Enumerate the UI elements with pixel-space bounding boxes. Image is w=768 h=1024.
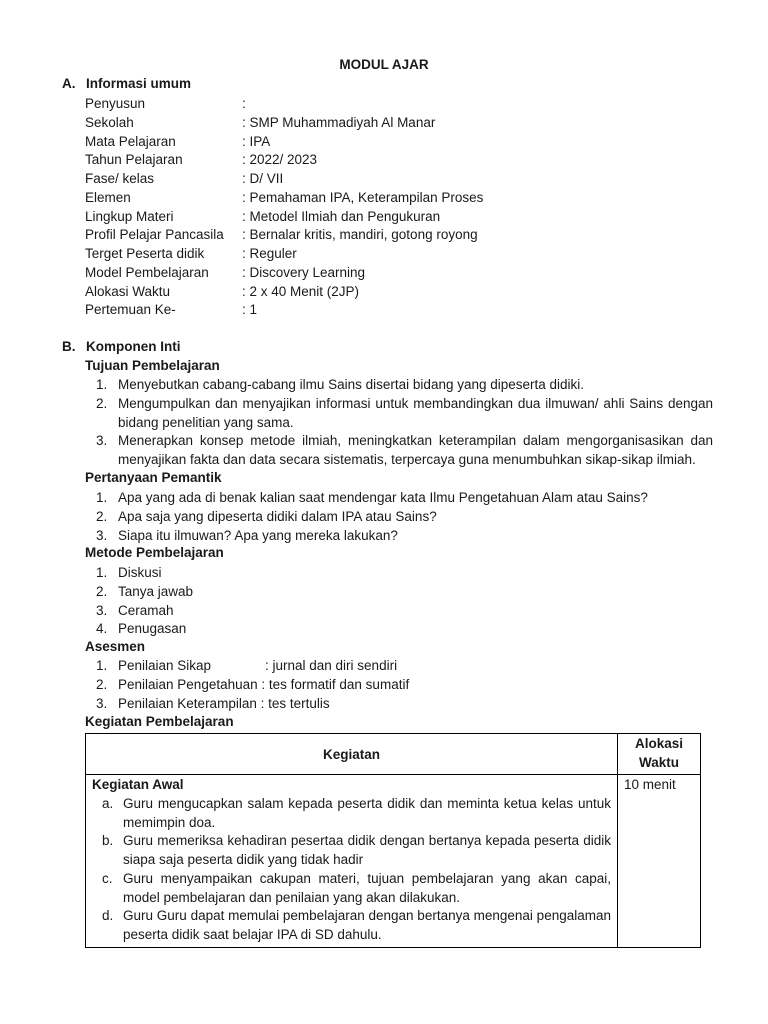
info-row-penyusun <box>85 95 483 114</box>
list-item <box>85 508 713 527</box>
list-number: 3. <box>96 602 108 618</box>
list-letter: c. <box>102 870 113 886</box>
metode-heading: Metode Pembelajaran <box>85 545 224 560</box>
list-item <box>85 657 713 676</box>
list-item <box>85 489 713 508</box>
info-label: Lingkup Materi <box>85 208 174 224</box>
list-text: Menerapkan konsep metode ilmiah, meningkatkan keterampilan dalam mengorganisasikan dan menyajikan fakta dan data secara sistematis, terpercaya guna menumbuhkan sikap-sikap ilmiah. <box>118 433 713 467</box>
list-text: Mengumpulkan dan menyajikan informasi untuk membandingkan dua ilmuwan/ ahli Sains dengan bidang penelitian yang sama. <box>118 395 713 430</box>
list-number: 2. <box>96 676 108 692</box>
list-number: 1. <box>96 565 108 580</box>
header-alokasi-waktu <box>618 734 701 775</box>
list-item <box>92 870 611 908</box>
list-number: 1. <box>96 658 108 673</box>
info-label: Fase/ kelas <box>85 171 155 186</box>
info-value: : D/ VII <box>242 171 284 186</box>
list-text: Guru menyampaikan cakupan materi, tujuan pembelajaran yang akan capai, model pembelajaran dan penilaian yang akan dilakukan. <box>123 870 611 905</box>
list-item <box>85 676 713 695</box>
info-label: Model Pembelajaran <box>85 264 209 280</box>
kegiatan-table <box>85 733 701 948</box>
list-text: Apa yang ada di benak kalian saat mendengar kata Ilmu Pengetahuan Alam atau Sains? <box>118 490 648 505</box>
list-letter: d. <box>102 908 114 924</box>
pertanyaan-heading: Pertanyaan Pemantik <box>85 470 222 485</box>
list-text: Menyebutkan cabang-cabang ilmu Sains disertai bidang yang dipeserta didiki. <box>118 377 585 392</box>
list-number: 4. <box>96 621 108 637</box>
list-item <box>92 795 611 833</box>
info-row-pertemuan <box>85 301 483 320</box>
list-item <box>85 620 713 639</box>
asesmen-label: Penilaian Keterampilan <box>118 695 257 711</box>
info-row-elemen <box>85 189 483 208</box>
list-item <box>85 564 713 583</box>
asesmen-label: Penilaian Sikap <box>118 658 212 673</box>
list-text: Diskusi <box>118 565 162 580</box>
list-text: Tanya jawab <box>118 583 194 599</box>
list-number: 2. <box>96 508 108 524</box>
section-a-title: Informasi umum <box>86 76 192 91</box>
asesmen-value: : jurnal dan diri sendiri <box>265 658 398 673</box>
list-item <box>85 527 713 546</box>
list-text: Penugasan <box>118 621 187 637</box>
info-label: Tahun Pelajaran <box>85 152 183 168</box>
info-label: Elemen <box>85 189 131 205</box>
list-number: 3. <box>96 695 108 711</box>
info-row-terget-peserta <box>85 245 483 264</box>
tujuan-heading: Tujuan Pembelajaran <box>85 358 220 373</box>
pertanyaan-list <box>85 489 713 545</box>
info-label: Penyusun <box>85 96 146 111</box>
info-row-sekolah <box>85 114 483 133</box>
info-label: Pertemuan Ke- <box>85 302 176 318</box>
section-b-letter: B. <box>62 339 76 354</box>
metode-list <box>85 564 713 639</box>
info-value: : 1 <box>242 302 258 318</box>
info-row-tahun-pelajaran <box>85 151 483 170</box>
list-text: Siapa itu ilmuwan? Apa yang mereka lakukan? <box>118 527 398 543</box>
section-b-heading <box>62 339 181 354</box>
list-item <box>85 583 713 602</box>
info-label: Sekolah <box>85 114 134 130</box>
info-label: Alokasi Waktu <box>85 283 171 299</box>
info-row-fase-kelas <box>85 170 483 189</box>
header-kegiatan: Kegiatan <box>86 734 618 775</box>
info-row-model-pembelajaran <box>85 264 483 283</box>
info-row-mata-pelajaran <box>85 133 483 152</box>
list-text: Ceramah <box>118 602 174 618</box>
info-value: : Metodel Ilmiah dan Pengukuran <box>242 208 441 224</box>
info-value: : Discovery Learning <box>242 264 366 280</box>
info-row-profil-pelajar <box>85 226 483 245</box>
list-item <box>85 395 713 433</box>
asesmen-label: Penilaian Pengetahuan <box>118 676 258 692</box>
kegiatan-heading: Kegiatan Pembelajaran <box>85 714 234 729</box>
info-value: : SMP Muhammadiyah Al Manar <box>242 114 436 130</box>
section-a-heading <box>62 76 191 91</box>
list-text: Guru mengucapkan salam kepada peserta didik dan meminta ketua kelas untuk memimpin doa. <box>123 795 611 830</box>
asesmen-value: : tes formatif dan sumatif <box>261 676 410 692</box>
info-label: Mata Pelajaran <box>85 133 176 149</box>
info-row-lingkup-materi <box>85 208 483 227</box>
list-letter: a. <box>102 795 114 811</box>
section-b-title: Komponen Inti <box>86 339 181 354</box>
info-value: : 2022/ 2023 <box>242 152 318 168</box>
list-item <box>85 602 713 621</box>
info-label: Terget Peserta didik <box>85 246 205 261</box>
info-value: : 2 x 40 Menit (2JP) <box>242 283 360 299</box>
list-number: 1. <box>96 490 108 505</box>
list-item <box>85 376 713 395</box>
list-number: 1. <box>96 377 108 392</box>
list-item <box>85 432 713 470</box>
info-table <box>85 95 483 320</box>
list-letter: b. <box>102 833 114 849</box>
asesmen-list <box>85 657 713 713</box>
list-text: Apa saja yang dipeserta didiki dalam IPA atau Sains? <box>118 508 437 524</box>
list-number: 3. <box>96 433 108 449</box>
document-title: MODUL AJAR <box>339 57 429 72</box>
info-value: : <box>242 96 246 111</box>
asesmen-value: : tes tertulis <box>260 695 330 711</box>
tujuan-list <box>85 376 713 470</box>
kegiatan-awal-cell <box>86 775 618 948</box>
kegiatan-awal-time: 10 menit <box>618 775 701 948</box>
info-label: Profil Pelajar Pancasila <box>85 227 224 243</box>
list-number: 3. <box>96 527 108 543</box>
info-row-alokasi-waktu <box>85 283 483 302</box>
kegiatan-awal-heading: Kegiatan Awal <box>92 777 184 792</box>
info-value: : Reguler <box>242 246 297 261</box>
info-value: : Pemahaman IPA, Keterampilan Proses <box>242 189 484 205</box>
header-alokasi-line2: Waktu <box>639 755 679 770</box>
info-value: : IPA <box>242 133 271 149</box>
list-number: 2. <box>96 583 108 599</box>
table-header-row <box>86 734 701 775</box>
list-item <box>92 907 611 945</box>
list-text: Guru Guru dapat memulai pembelajaran dengan bertanya mengenai pengalaman peserta didik saat belajar IPA di SD dahulu. <box>123 908 611 942</box>
info-value: : Bernalar kritis, mandiri, gotong royong <box>242 227 478 243</box>
table-row <box>86 775 701 948</box>
header-alokasi-line1: Alokasi <box>634 736 684 751</box>
asesmen-heading: Asesmen <box>85 639 146 654</box>
list-item <box>85 695 713 714</box>
section-a-letter: A. <box>62 76 76 91</box>
list-text: Guru memeriksa kehadiran pesertaa didik dengan bertanya kepada peserta didik siapa saja peserta didik yang tidak hadir <box>123 833 611 867</box>
list-number: 2. <box>96 395 108 411</box>
list-item <box>92 832 611 870</box>
